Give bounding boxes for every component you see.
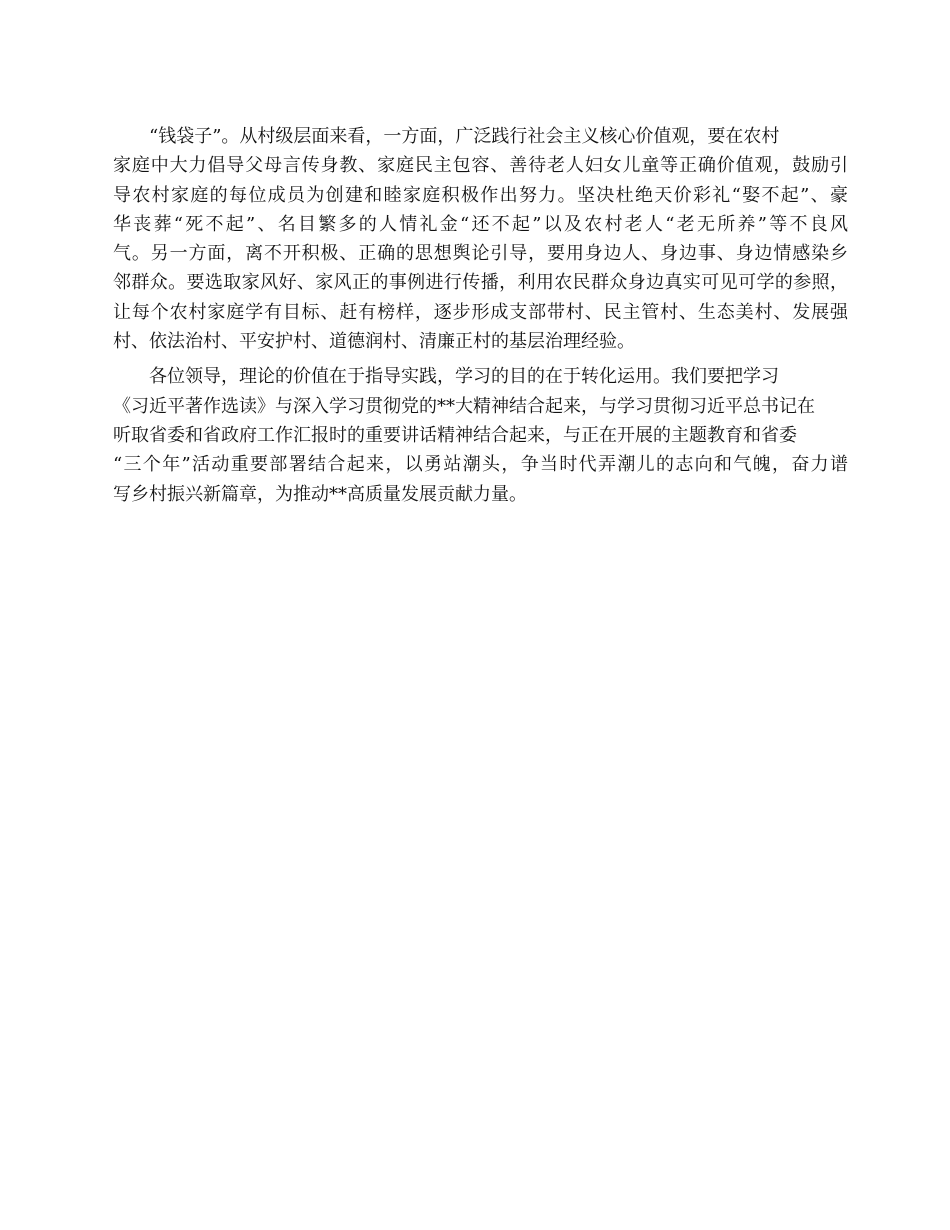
text-line: 导农村家庭的每位成员为创建和睦家庭积极作出努力。坚决杜绝天价彩礼“娶不起”、豪: [113, 184, 848, 206]
text-line: 气。另一方面，离不开积极、正确的思想舆论引导，要用身边人、身边事、身边情感染乡: [113, 243, 848, 265]
text-line: 《习近平著作选读》与深入学习贯彻党的**大精神结合起来，与学习贯彻习近平总书记在: [113, 395, 815, 417]
document-body: [113, 122, 848, 509]
paragraph-2: [113, 362, 848, 508]
text-line: 让每个农村家庭学有目标、赶有榜样，逐步形成支部带村、民主管村、生态美村、发展强: [113, 301, 848, 323]
text-line: “三个年”活动重要部署结合起来，以勇站潮头，争当时代弄潮儿的志向和气魄，奋力谱: [113, 454, 848, 476]
text-line: 邻群众。要选取家风好、家风正的事例进行传播，利用农民群众身边真实可见可学的参照，: [113, 272, 848, 294]
text-line: 家庭中大力倡导父母言传身教、家庭民主包容、善待老人妇女儿童等正确价值观，鼓励引: [113, 155, 848, 177]
text-line: “钱袋子”。从村级层面来看，一方面，广泛践行社会主义核心价值观，要在农村: [149, 126, 780, 147]
text-line: 各位领导，理论的价值在于指导实践，学习的目的在于转化运用。我们要把学习: [149, 366, 779, 388]
text-line: 写乡村振兴新篇章，为推动**高质量发展贡献力量。: [113, 483, 527, 505]
text-line: 听取省委和省政府工作汇报时的重要讲话精神结合起来，与正在开展的主题教育和省委: [113, 424, 797, 446]
paragraph-1: [113, 122, 848, 356]
text-line: 村、依法治村、平安护村、道德润村、清廉正村的基层治理经验。: [113, 331, 635, 353]
text-line: 华丧葬“死不起”、名目繁多的人情礼金“还不起”以及农村老人“老无所养”等不良风: [113, 213, 848, 235]
